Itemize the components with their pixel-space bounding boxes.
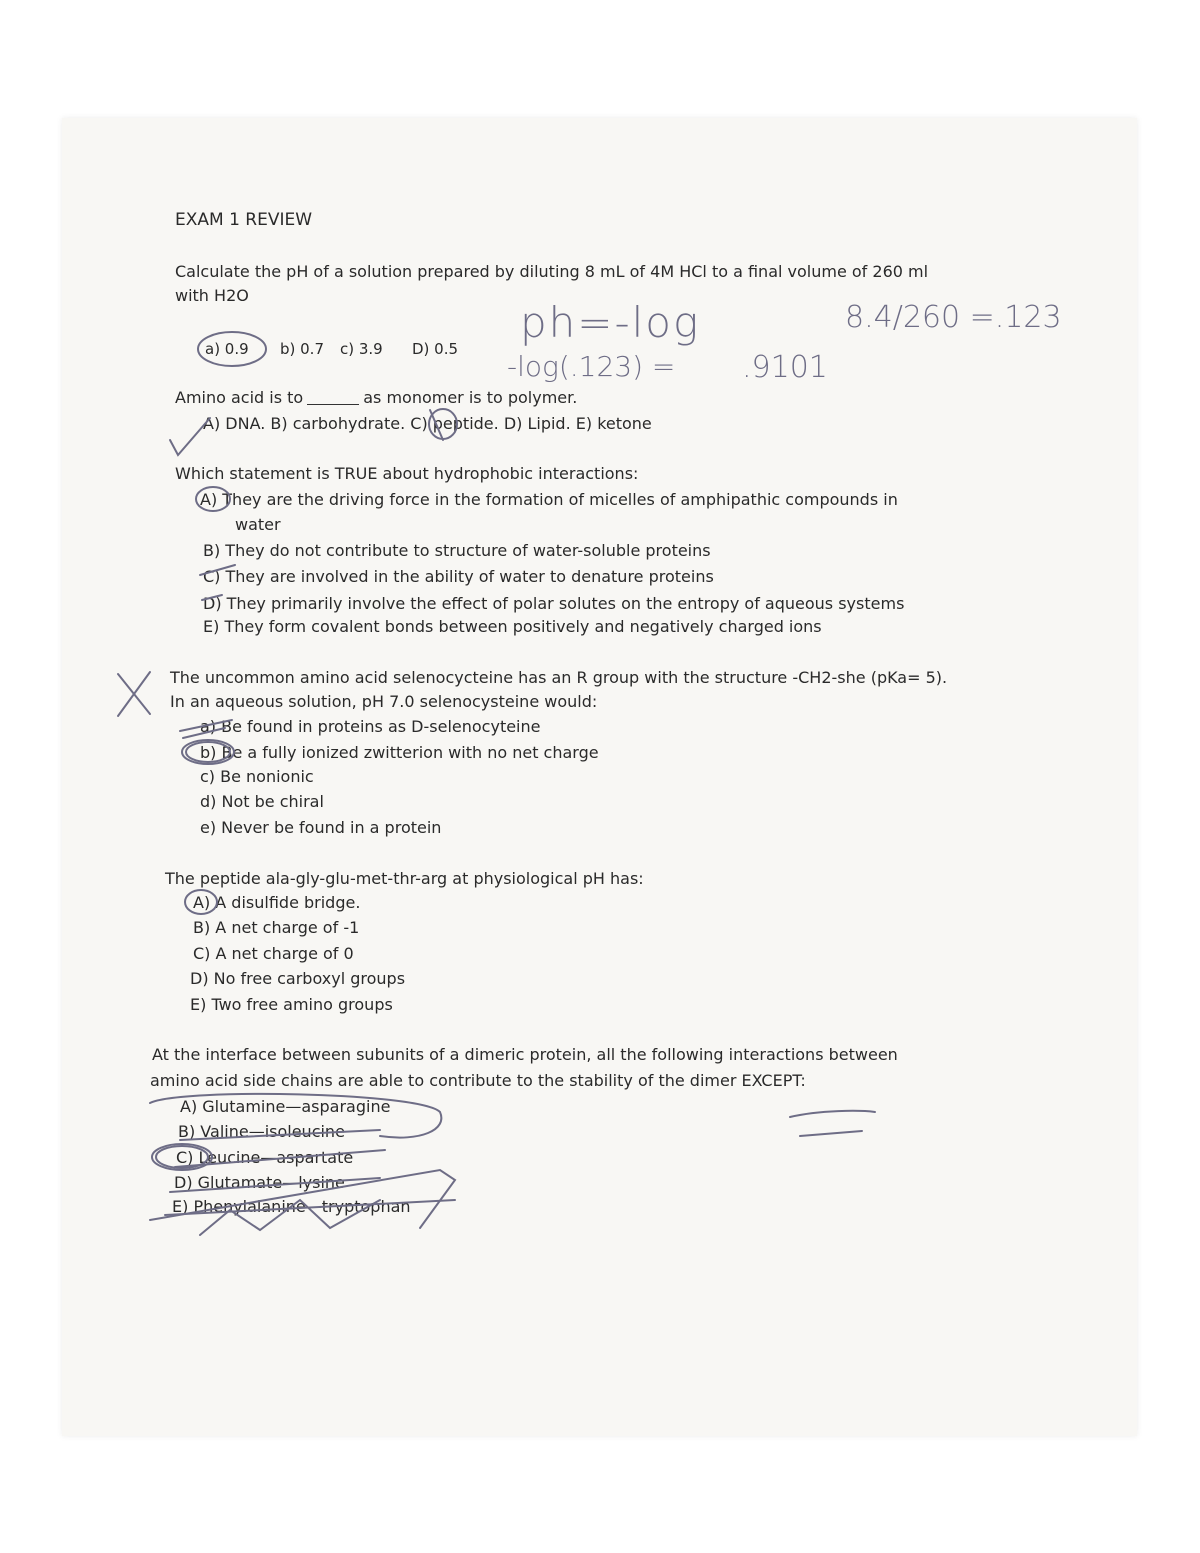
q4-option-e: e) Never be found in a protein xyxy=(200,818,442,837)
q1-handwritten-fraction: 8.4/260 =.123 xyxy=(845,300,1062,335)
q5-option-c: C) A net charge of 0 xyxy=(193,944,354,963)
q5-stem: The peptide ala-gly-glu-met-thr-arg at physiological pH has: xyxy=(165,869,644,888)
q3-option-c: C) They are involved in the ability of water to denature proteins xyxy=(203,567,714,586)
q4-stem-line1: The uncommon amino acid selenocycteine has an R group with the structure -CH2-she (pKa= 5). xyxy=(170,668,948,687)
q6-stem-line1: At the interface between subunits of a dimeric protein, all the following interactions between xyxy=(152,1045,898,1064)
q1-option-a: a) 0.9 xyxy=(205,340,249,358)
q1-stem-line1: Calculate the pH of a solution prepared by diluting 8 mL of 4M HCl to a final volume of 260 ml xyxy=(175,262,929,281)
q4-option-d: d) Not be chiral xyxy=(200,792,324,811)
q2-options: A) DNA. B) carbohydrate. C) peptide. D) Lipid. E) ketone xyxy=(203,414,652,433)
q6-option-a: A) Glutamine—asparagine xyxy=(180,1097,391,1116)
q5-option-a: A) A disulfide bridge. xyxy=(193,893,361,912)
q4-option-c: c) Be nonionic xyxy=(200,767,314,786)
q6-option-b: B) Valine—isoleucine xyxy=(178,1122,345,1141)
q3-option-a-cont: water xyxy=(235,515,281,534)
q4-option-b: b) Be a fully ionized zwitterion with no net charge xyxy=(200,743,599,762)
q3-option-b: B) They do not contribute to structure of water-soluble proteins xyxy=(203,541,711,560)
q6-stem-line2: amino acid side chains are able to contribute to the stability of the dimer EXCEPT: xyxy=(150,1071,806,1090)
q4-option-a: a) Be found in proteins as D-selenocyteine xyxy=(200,717,541,736)
q5-option-b: B) A net charge of -1 xyxy=(193,918,360,937)
q1-option-b: b) 0.7 xyxy=(280,340,324,358)
q5-option-d: D) No free carboxyl groups xyxy=(190,969,406,988)
q1-option-c: c) 3.9 xyxy=(340,340,383,358)
q3-stem: Which statement is TRUE about hydrophobic interactions: xyxy=(175,464,639,483)
q1-handwritten-calc: -log(.123) = xyxy=(507,350,676,383)
q3-option-a: A) They are the driving force in the formation of micelles of amphipathic compounds in xyxy=(200,490,898,509)
q1-option-d: D) 0.5 xyxy=(412,340,459,358)
q6-option-e: E) Phenylalanine—tryptophan xyxy=(172,1197,411,1216)
q4-stem-line2: In an aqueous solution, pH 7.0 selenocysteine would: xyxy=(170,692,598,711)
q2-blank xyxy=(307,404,359,405)
q3-option-d: D) They primarily involve the effect of polar solutes on the entropy of aqueous systems xyxy=(203,594,905,613)
page-title: EXAM 1 REVIEW xyxy=(175,210,313,230)
q5-option-e: E) Two free amino groups xyxy=(190,995,393,1014)
q2-stem-before: Amino acid is to xyxy=(175,388,304,407)
q6-option-c: C) Leucine—aspartate xyxy=(176,1148,354,1167)
q6-option-d: D) Glutamate—lysine xyxy=(174,1173,345,1192)
q1-stem-line2: with H2O xyxy=(175,286,249,305)
q2-stem xyxy=(175,388,577,407)
q1-handwritten-result: .9101 xyxy=(742,350,828,385)
q3-option-e: E) They form covalent bonds between positively and negatively charged ions xyxy=(203,617,822,636)
q1-handwritten-formula: ph=-log xyxy=(520,298,701,347)
q2-stem-after: as monomer is to polymer. xyxy=(363,388,578,407)
